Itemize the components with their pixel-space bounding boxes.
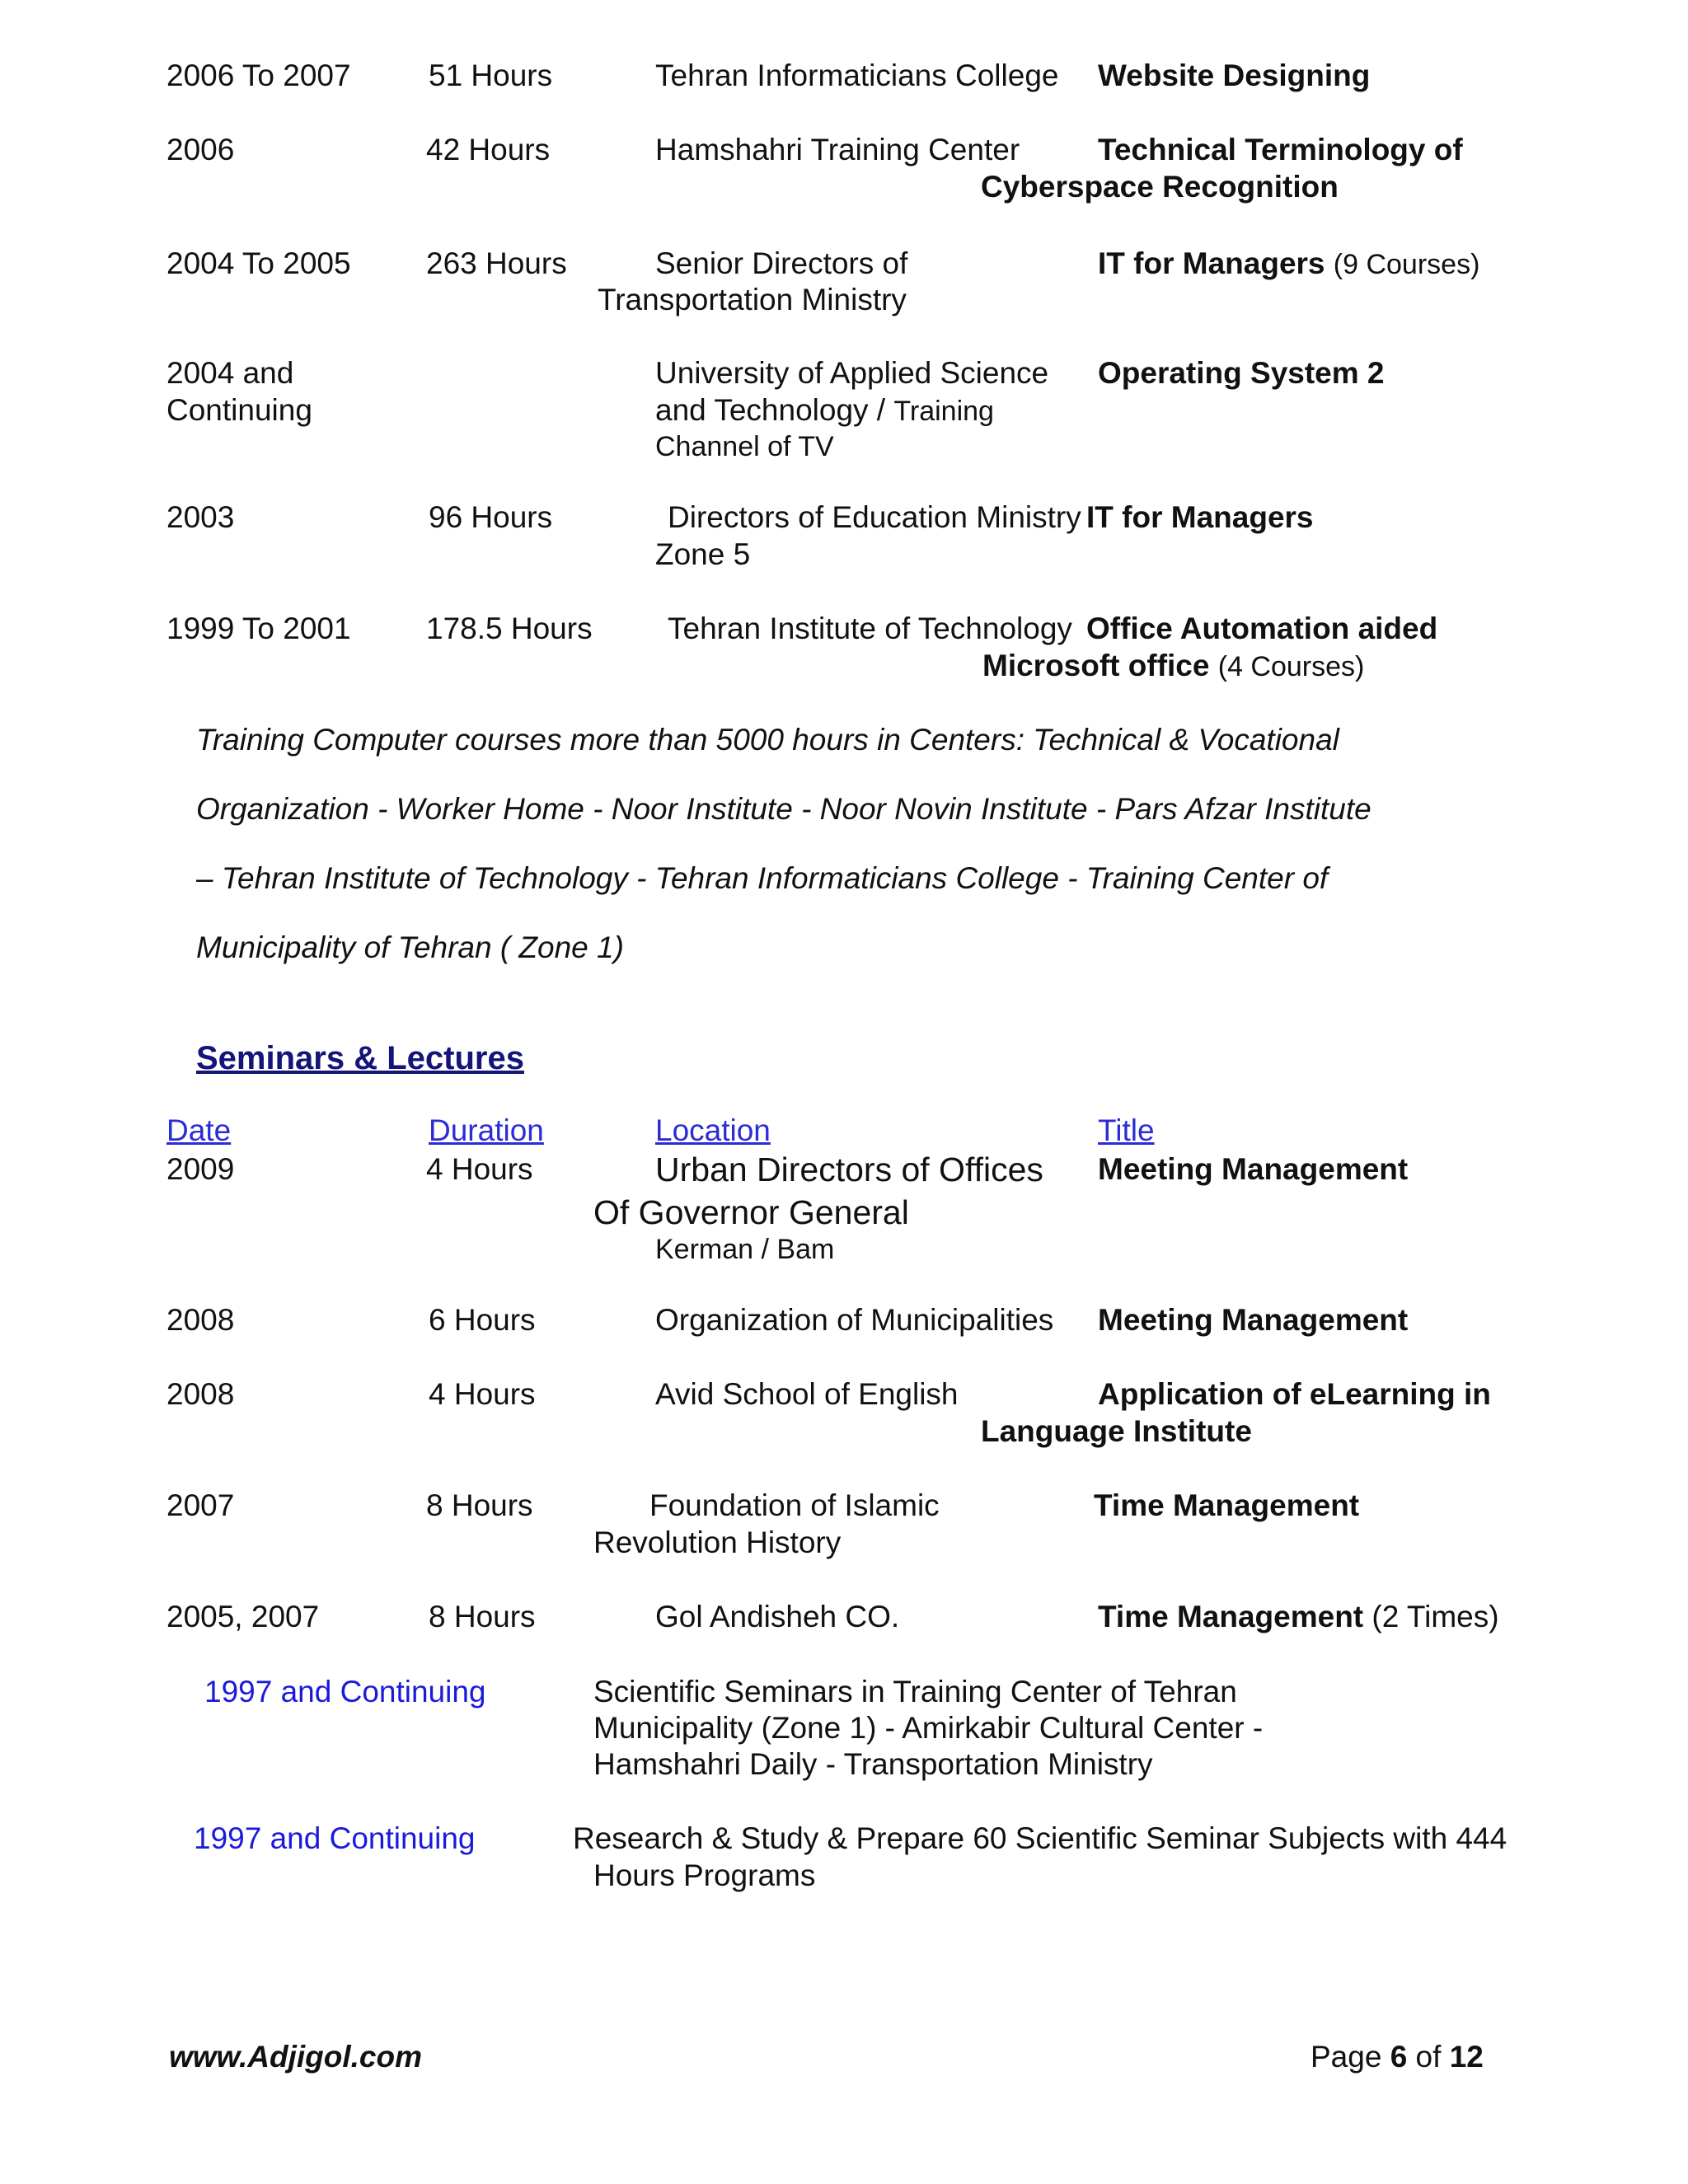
note-line: Municipality of Tehran ( Zone 1) xyxy=(196,930,624,964)
seminar-title-group xyxy=(1098,1599,1499,1635)
description-line: Research & Study & Prepare 60 Scientific Seminar Subjects with 444 xyxy=(573,1821,1507,1855)
date: 2006 xyxy=(166,133,235,166)
duration: 4 Hours xyxy=(426,1152,533,1186)
duration: 178.5 Hours xyxy=(426,612,593,645)
location: Tehran Informaticians College xyxy=(655,59,1059,92)
page-of: of xyxy=(1407,2040,1450,2074)
seminar-title: Meeting Management xyxy=(1098,1152,1409,1186)
course-title: Microsoft office xyxy=(982,649,1210,682)
page-current: 6 xyxy=(1390,2040,1408,2074)
course-title: Office Automation aided xyxy=(1086,612,1438,645)
duration: 8 Hours xyxy=(429,1600,536,1633)
date: 2008 xyxy=(166,1303,235,1337)
date: 2004 To 2005 xyxy=(166,246,351,280)
note-line: – Tehran Institute of Technology - Tehran Informaticians College - Training Center of xyxy=(196,861,1329,895)
duration: 8 Hours xyxy=(426,1488,533,1522)
location: Channel of TV xyxy=(655,431,834,462)
location: Hamshahri Training Center xyxy=(655,133,1020,166)
description-line: Hamshahri Daily - Transportation Ministry xyxy=(593,1747,1153,1781)
date: 2009 xyxy=(166,1152,235,1186)
header-duration: Duration xyxy=(429,1113,544,1147)
date: 2006 To 2007 xyxy=(166,59,351,92)
date: 2005, 2007 xyxy=(166,1600,320,1633)
page-total: 12 xyxy=(1449,2040,1484,2074)
page-prefix: Page xyxy=(1311,2040,1390,2074)
location: Avid School of English xyxy=(655,1377,959,1411)
location: University of Applied Science xyxy=(655,356,1049,390)
location: Foundation of Islamic xyxy=(649,1488,940,1522)
seminar-title: Time Management xyxy=(1094,1488,1360,1522)
date: 1997 and Continuing xyxy=(194,1821,476,1855)
course-note: (4 Courses) xyxy=(1217,651,1365,682)
location: Gol Andisheh CO. xyxy=(655,1600,900,1633)
website-link[interactable]: www.Adjigol.com xyxy=(169,2040,422,2074)
course-title: Cyberspace Recognition xyxy=(981,170,1339,204)
location: Directors of Education Ministry xyxy=(668,500,1081,534)
date: 2008 xyxy=(166,1377,235,1411)
seminar-title: Application of eLearning in xyxy=(1098,1377,1491,1411)
description-line: Hours Programs xyxy=(593,1858,816,1892)
course-title: IT for Managers xyxy=(1086,500,1314,534)
note-line: Training Computer courses more than 5000 hours in Centers: Technical & Vocational xyxy=(196,723,1339,757)
section-heading: Seminars & Lectures xyxy=(196,1040,524,1076)
description-line: Municipality (Zone 1) - Amirkabir Cultural Center - xyxy=(593,1711,1264,1745)
location: Senior Directors of xyxy=(655,246,908,280)
course-title-group xyxy=(982,648,1364,685)
course-title: IT for Managers xyxy=(1098,246,1325,280)
seminar-title: Meeting Management xyxy=(1098,1303,1409,1337)
description-line: Scientific Seminars in Training Center of Tehran xyxy=(593,1675,1237,1708)
seminar-title: Language Institute xyxy=(981,1414,1252,1448)
course-title-group xyxy=(1098,246,1479,283)
date: 2007 xyxy=(166,1488,235,1522)
duration: 263 Hours xyxy=(426,246,567,280)
duration: 6 Hours xyxy=(429,1303,536,1337)
duration: 4 Hours xyxy=(429,1377,536,1411)
header-date: Date xyxy=(166,1113,232,1147)
course-title: Operating System 2 xyxy=(1098,356,1385,390)
location: and Technology / xyxy=(655,393,894,427)
header-location: Location xyxy=(655,1113,771,1147)
location: Transportation Ministry xyxy=(598,283,907,316)
duration: 42 Hours xyxy=(426,133,551,166)
header-title: Title xyxy=(1098,1113,1155,1147)
date: 1997 and Continuing xyxy=(204,1675,486,1708)
course-title: Technical Terminology of xyxy=(1098,133,1463,166)
location: Urban Directors of Offices xyxy=(655,1151,1043,1188)
date: 1999 To 2001 xyxy=(166,612,351,645)
location: Revolution History xyxy=(593,1526,842,1559)
location: Zone 5 xyxy=(655,537,751,571)
location: Organization of Municipalities xyxy=(655,1303,1054,1337)
duration: 51 Hours xyxy=(429,59,553,92)
location: Of Governor General xyxy=(593,1193,909,1231)
date: 2004 and xyxy=(166,356,294,390)
note-line: Organization - Worker Home - Noor Institute - Noor Novin Institute - Pars Afzar Institute xyxy=(196,792,1372,826)
course-note: (9 Courses) xyxy=(1333,249,1480,280)
date: Continuing xyxy=(166,393,312,427)
location-group xyxy=(655,392,994,429)
seminar-title: Time Management xyxy=(1098,1600,1364,1633)
location: Kerman / Bam xyxy=(655,1234,835,1265)
duration: 96 Hours xyxy=(429,500,553,534)
location: Training xyxy=(893,396,994,427)
seminar-note: (2 Times) xyxy=(1372,1600,1499,1633)
date: 2003 xyxy=(166,500,235,534)
course-title: Website Designing xyxy=(1098,59,1371,92)
page-number xyxy=(1311,2039,1484,2075)
location: Tehran Institute of Technology xyxy=(668,612,1072,645)
